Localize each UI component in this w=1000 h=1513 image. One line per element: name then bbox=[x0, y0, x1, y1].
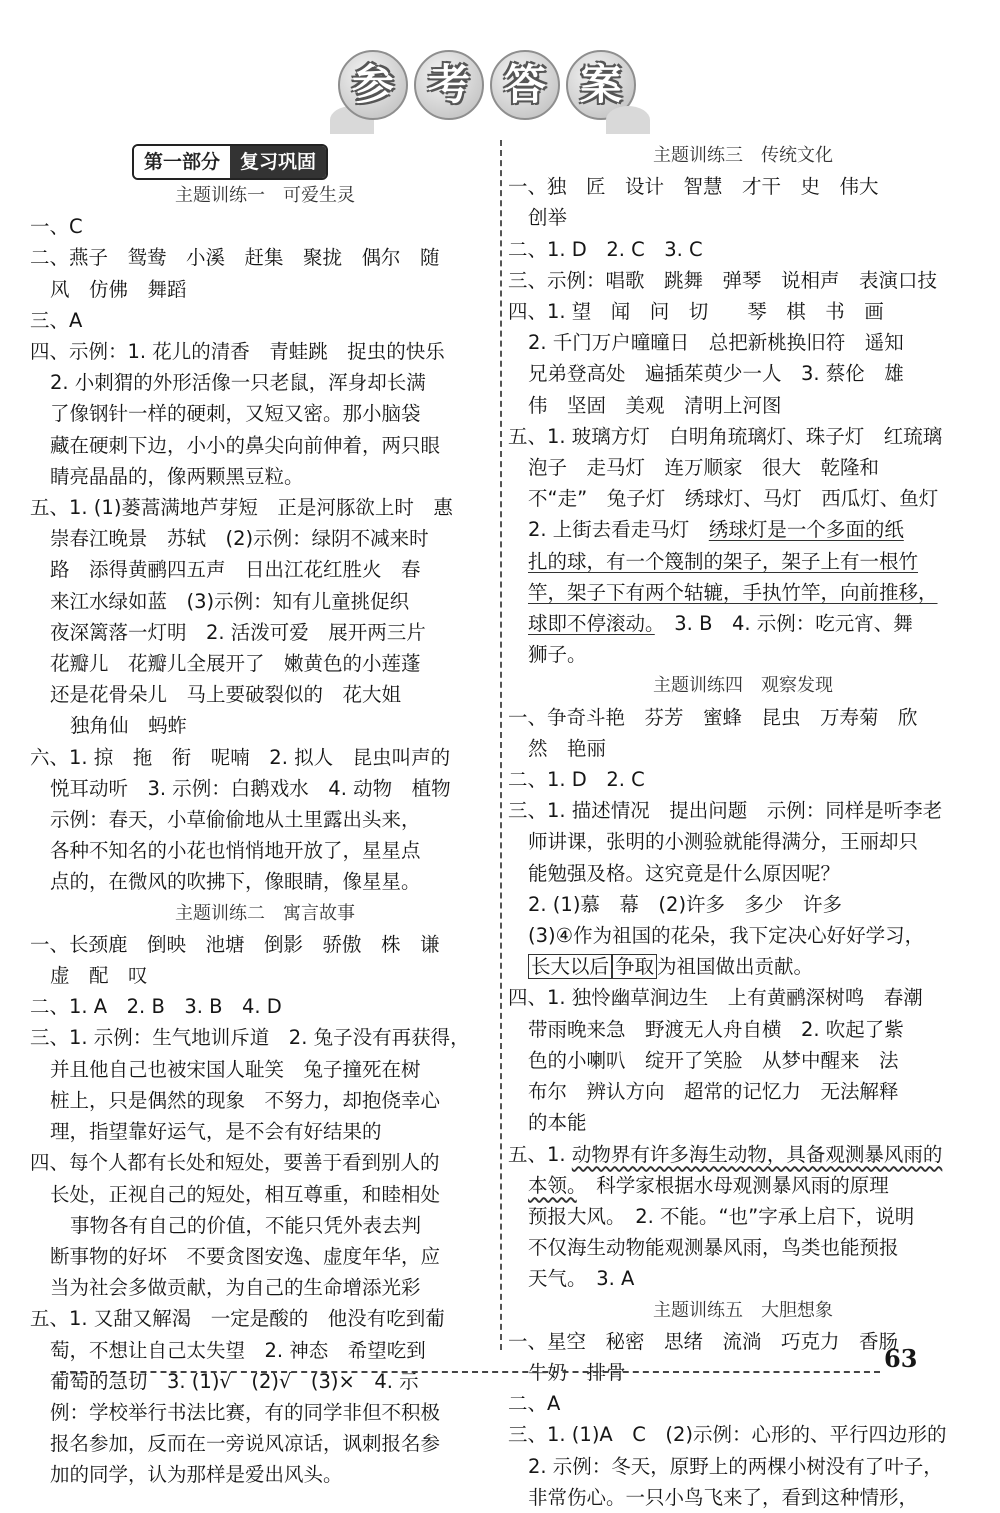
banner-char-4: 案 bbox=[566, 50, 636, 120]
answer-line-underlined bbox=[508, 608, 978, 639]
answer-line: 师讲课，张明的小测验就能得满分，王丽却只 bbox=[528, 830, 919, 854]
underlined-answer: 扎的球，有一个篾制的架子，架子上有一根竹 bbox=[528, 549, 919, 573]
answer-line: 二、1. D 2. C 3. C bbox=[508, 237, 703, 261]
boxed-word: 争取 bbox=[612, 954, 657, 979]
answer-line: 各种不知名的小花也悄悄地开放了，星星点 bbox=[50, 839, 421, 863]
answer-text: 2. 上街去看走马灯 bbox=[528, 518, 709, 542]
banner-char-2: 考 bbox=[414, 50, 484, 120]
answer-line: 能勉强及格。这究竟是什么原因呢？ bbox=[528, 861, 841, 885]
part-label-number: 第一部分 bbox=[134, 146, 230, 178]
answer-text: 五、1. bbox=[508, 1142, 572, 1166]
answer-line: 独角仙 蚂蚱 bbox=[70, 714, 188, 738]
answer-line: 睛亮晶晶的，像两颗黑豆粒。 bbox=[50, 464, 304, 488]
answer-line: 非常伤心。一只小鸟飞来了，看到这种情形， bbox=[528, 1485, 919, 1509]
answer-line: 并且他自己也被宋国人耻笑 兔子撞死在树 bbox=[50, 1057, 421, 1081]
answer-line: 风 仿佛 舞蹈 bbox=[50, 277, 187, 301]
page-number: 63 bbox=[884, 1344, 918, 1373]
section-heading-1: 主题训练一 可爱生灵 bbox=[175, 185, 355, 206]
answer-line: 四、1. 独怜幽草涧边生 上有黄鹂深树鸣 春潮 bbox=[508, 986, 923, 1010]
answer-line: 崇春江晚景 苏轼 (2)示例：绿阴不减来时 bbox=[50, 527, 429, 551]
answer-line: 2. 千门万户曈曈日 总把新桃换旧符 遥知 bbox=[528, 331, 904, 355]
answer-line: 二、1. D 2. C bbox=[508, 768, 645, 792]
underlined-answer: 球即不停滚动。 bbox=[528, 612, 655, 636]
boxed-word: 长大以后 bbox=[528, 954, 612, 979]
section-heading-3: 主题训练三 传统文化 bbox=[653, 145, 833, 166]
answer-line: 事物各有自己的价值，不能只凭外表去判 bbox=[70, 1213, 422, 1237]
answer-line: 虚 配 叹 bbox=[50, 964, 148, 988]
answer-line: 长处，正视自己的短处，相互尊重，和睦相处 bbox=[50, 1182, 441, 1206]
answer-line: 断事物的好坏 不要贪图安逸、虚度年华，应 bbox=[50, 1244, 441, 1268]
answer-line: 一、独 匠 设计 智慧 才干 史 伟大 bbox=[508, 175, 879, 199]
answer-line: 不仅海生动物能观测暴风雨，鸟类也能预报 bbox=[528, 1236, 899, 1260]
answer-line: 牛奶 排骨 bbox=[528, 1360, 626, 1384]
wavy-underlined-answer: 本领。 bbox=[528, 1173, 577, 1197]
answer-line: 例：学校举行书法比赛，有的同学非但不积极 bbox=[50, 1400, 441, 1424]
answer-line: 花瓣儿 花瓣儿全展开了 嫩黄色的小莲蓬 bbox=[50, 652, 421, 676]
answer-line: 四、每个人都有长处和短处，要善于看到别人的 bbox=[30, 1151, 440, 1175]
answer-line: 狮子。 bbox=[528, 643, 587, 667]
part-tag bbox=[132, 144, 328, 180]
answer-line: 来江水绿如蓝 (3)示例：知有儿童挑促织 bbox=[50, 589, 410, 613]
answer-line: 带雨晚来急 野渡无人舟自横 2. 吹起了紫 bbox=[528, 1017, 904, 1041]
right-column bbox=[508, 140, 978, 1513]
banner-char-3: 答 bbox=[490, 50, 560, 120]
answer-line: 二、燕子 鸳鸯 小溪 赶集 聚拢 偶尔 随 bbox=[30, 246, 440, 270]
answer-line-wavy bbox=[508, 1170, 978, 1201]
answer-line: 三、1. 描述情况 提出问题 示例：同样是听李老 bbox=[508, 799, 943, 823]
answer-line: 一、争奇斗艳 芬芳 蜜蜂 昆虫 万寿菊 欣 bbox=[508, 705, 918, 729]
answer-line: 四、1. 望 闻 问 切 琴 棋 书 画 bbox=[508, 300, 884, 324]
answer-line: 二、A bbox=[508, 1392, 561, 1416]
answer-line: 天气。 3. A bbox=[528, 1267, 635, 1291]
answer-line: 布尔 辨认方向 超常的记忆力 无法解释 bbox=[528, 1080, 899, 1104]
answer-line: 预报大风。 2. 不能。“也”字承上启下，说明 bbox=[528, 1204, 915, 1228]
column-divider bbox=[500, 140, 502, 1350]
banner-char-1: 参 bbox=[338, 50, 408, 120]
answer-line: 三、A bbox=[30, 308, 83, 332]
answer-line: 四、示例：1. 花儿的清香 青蛙跳 捉虫的快乐 bbox=[30, 340, 445, 364]
answer-line: 兄弟登高处 遍插茱萸少一人 3. 蔡伦 雄 bbox=[528, 362, 904, 386]
answer-line: 三、示例：唱歌 跳舞 弹琴 说相声 表演口技 bbox=[508, 268, 938, 292]
answer-line-underlined bbox=[508, 577, 978, 608]
section-heading-2: 主题训练二 寓言故事 bbox=[175, 902, 355, 924]
wavy-underlined-answer: 动物界有许多海生动物，具备观测暴风雨的 bbox=[571, 1142, 943, 1166]
answer-line: 一、C bbox=[30, 215, 83, 239]
answer-line: 2. (1)慕 幕 (2)许多 多少 许多 bbox=[528, 892, 843, 916]
answer-line: 的本能 bbox=[528, 1111, 587, 1135]
answer-line: 路 添得黄鹂四五声 日出江花红胜火 春 bbox=[50, 558, 421, 582]
answer-line: 报名参加，反而在一旁说风凉话，讽刺报名参 bbox=[50, 1432, 441, 1456]
answer-line: 五、1. 玻璃方灯 白明角琉璃灯、珠子灯 红琉璃 bbox=[508, 424, 943, 448]
answer-line: 还是花骨朵儿 马上要破裂似的 花大姐 bbox=[50, 683, 402, 707]
answer-line: 一、长颈鹿 倒映 池塘 倒影 骄傲 株 谦 bbox=[30, 932, 440, 956]
answer-line-wavy bbox=[508, 1139, 978, 1170]
answer-line: 2. 示例：冬天，原野上的两棵小树没有了叶子， bbox=[528, 1454, 943, 1478]
answer-line: 点的，在微风的吹拂下，像眼睛，像星星。 bbox=[50, 870, 421, 894]
answer-line: 一、星空 秘密 思绪 流淌 巧克力 香肠 bbox=[508, 1329, 899, 1353]
underlined-answer: 竿，架子下有两个轱辘，手执竹竿，向前推移， bbox=[528, 580, 938, 604]
answer-line: 色的小喇叭 绽开了笑脸 从梦中醒来 法 bbox=[528, 1048, 899, 1072]
answer-line: 伟 坚固 美观 清明上河图 bbox=[528, 393, 782, 417]
answer-line-underlined bbox=[508, 514, 978, 545]
answer-line: 不“走” 兔子灯 绣球灯、马灯 西瓜灯、鱼灯 bbox=[528, 487, 939, 511]
answer-text: 3. B 4. 示例：吃元宵、舞 bbox=[654, 612, 913, 636]
answer-banner bbox=[330, 44, 650, 134]
answer-line: 藏在硬刺下边，小小的鼻尖向前伸着，两只眼 bbox=[50, 433, 441, 457]
answer-line: 萄，不想让自己太失望 2. 神态 希望吃到 bbox=[50, 1338, 426, 1362]
answer-text: 科学家根据水母观测暴风雨的原理 bbox=[576, 1173, 889, 1197]
answer-text: 为祖国做出贡献。 bbox=[657, 955, 814, 979]
answer-line: 六、1. 掠 拖 衔 呢喃 2. 拟人 昆虫叫声的 bbox=[30, 745, 451, 769]
answer-line: 三、1. (1)A C (2)示例：心形的、平行四边形的 bbox=[508, 1423, 947, 1447]
section-heading-4: 主题训练四 观察发现 bbox=[653, 675, 833, 697]
left-column bbox=[30, 140, 500, 1491]
answer-line: 理，指望靠好运气，是不会有好结果的 bbox=[50, 1120, 382, 1144]
answer-line: (3)④作为祖国的花朵，我下定决心好好学习， bbox=[528, 924, 925, 948]
answer-line-underlined bbox=[508, 546, 978, 577]
answer-line: 葡萄的急切 3. (1)√ (2)√ (3)× 4. 示 bbox=[50, 1369, 419, 1393]
answer-line: 了像钢针一样的硬刺，又短又密。那小脑袋 bbox=[50, 402, 421, 426]
answer-line: 五、1. (1)蒌蒿满地芦芽短 正是河豚欲上时 惠 bbox=[30, 496, 453, 520]
answer-line: 泡子 走马灯 连万顺家 很大 乾隆和 bbox=[528, 456, 880, 480]
answer-line: 夜深篱落一灯明 2. 活泼可爱 展开两三片 bbox=[50, 620, 426, 644]
underlined-answer: 绣球灯是一个多面的纸 bbox=[708, 518, 904, 542]
answer-line: 三、1. 示例：生气地训斥道 2. 兔子没有再获得， bbox=[30, 1026, 470, 1050]
section-heading-5: 主题训练五 大胆想象 bbox=[653, 1299, 833, 1321]
answer-line: 当为社会多做贡献，为自己的生命增添光彩 bbox=[50, 1276, 421, 1300]
answer-line: 2. 小刺猬的外形活像一只老鼠，浑身却长满 bbox=[50, 371, 426, 395]
answer-line: 五、1. 又甜又解渴 一定是酸的 他没有吃到葡 bbox=[30, 1307, 445, 1331]
answer-line: 加的同学，认为那样是爱出风头。 bbox=[50, 1463, 343, 1487]
banner-grass-decoration-right bbox=[606, 106, 650, 134]
answer-line: 创举 bbox=[528, 206, 568, 230]
answer-line: 然 艳丽 bbox=[528, 736, 607, 760]
answer-line: 二、1. A 2. B 3. B 4. D bbox=[30, 995, 282, 1019]
answer-line: 示例：春天，小草偷偷地从土里露出头来， bbox=[50, 808, 421, 832]
part-label-title: 复习巩固 bbox=[230, 146, 326, 178]
answer-line: 桩上，只是偶然的现象 不努力，却抱侥幸心 bbox=[50, 1088, 441, 1112]
answer-line-boxed bbox=[508, 951, 978, 982]
answer-line: 悦耳动听 3. 示例：白鹅戏水 4. 动物 植物 bbox=[50, 776, 451, 800]
part-label bbox=[30, 140, 500, 180]
footer-rule bbox=[60, 1371, 880, 1373]
